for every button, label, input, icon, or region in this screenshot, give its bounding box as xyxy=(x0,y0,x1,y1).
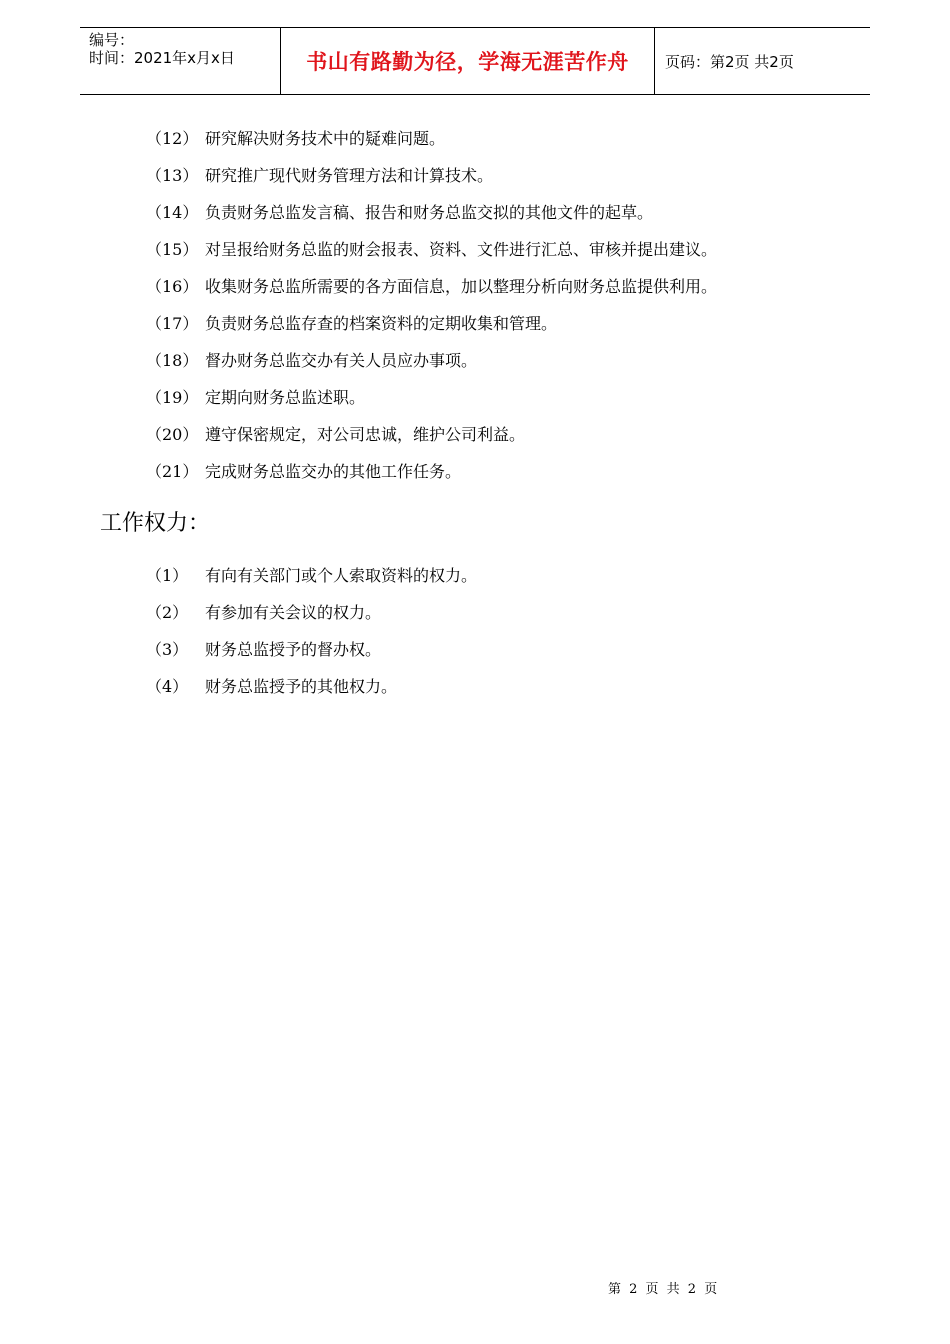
item-text: 有向有关部门或个人索取资料的权力。 xyxy=(205,566,478,585)
item-text: 收集财务总监所需要的各方面信息，加以整理分析向财务总监提供利用。 xyxy=(205,277,718,296)
item-number: （3） xyxy=(146,640,189,659)
item-number: （4） xyxy=(146,677,189,696)
list-item xyxy=(146,268,717,305)
list-item xyxy=(146,668,477,705)
document-date: 时间：2021年x月x日 xyxy=(89,49,235,67)
item-text: 研究推广现代财务管理方法和计算技术。 xyxy=(205,166,494,185)
page-footer: 第 2 页 共 2 页 xyxy=(608,1282,718,1297)
duties-list xyxy=(146,120,717,490)
item-number: （1） xyxy=(146,566,189,585)
item-number: （13） xyxy=(146,166,199,185)
item-text: 负责财务总监存查的档案资料的定期收集和管理。 xyxy=(205,314,558,333)
list-item xyxy=(146,453,717,490)
item-text: 负责财务总监发言稿、报告和财务总监交拟的其他文件的起草。 xyxy=(205,203,654,222)
item-text: 遵守保密规定，对公司忠诚，维护公司利益。 xyxy=(205,425,526,444)
section-title-powers: 工作权力： xyxy=(100,511,211,536)
list-item xyxy=(146,120,717,157)
list-item xyxy=(146,231,717,268)
item-text: 督办财务总监交办有关人员应办事项。 xyxy=(205,351,478,370)
item-number: （21） xyxy=(146,462,199,481)
item-text: 财务总监授予的督办权。 xyxy=(205,640,382,659)
item-number: （2） xyxy=(146,603,189,622)
list-item xyxy=(146,379,717,416)
item-text: 定期向财务总监述职。 xyxy=(205,388,366,407)
list-item xyxy=(146,631,477,668)
list-item xyxy=(146,557,477,594)
item-number: （16） xyxy=(146,277,199,296)
item-text: 财务总监授予的其他权力。 xyxy=(205,677,398,696)
item-text: 完成财务总监交办的其他工作任务。 xyxy=(205,462,462,481)
item-text: 对呈报给财务总监的财会报表、资料、文件进行汇总、审核并提出建议。 xyxy=(205,240,718,259)
list-item xyxy=(146,305,717,342)
item-text: 有参加有关会议的权力。 xyxy=(205,603,382,622)
powers-list xyxy=(146,557,477,705)
item-number: （15） xyxy=(146,240,199,259)
list-item xyxy=(146,157,717,194)
item-number: （17） xyxy=(146,314,199,333)
list-item xyxy=(146,594,477,631)
item-number: （20） xyxy=(146,425,199,444)
item-number: （18） xyxy=(146,351,199,370)
document-number-label: 编号： xyxy=(89,31,135,49)
list-item xyxy=(146,342,717,379)
item-text: 研究解决财务技术中的疑难问题。 xyxy=(205,129,446,148)
item-number: （19） xyxy=(146,388,199,407)
header-meta xyxy=(80,28,281,94)
list-item xyxy=(146,416,717,453)
header-page-info: 页码：第2页 共2页 xyxy=(665,52,794,71)
list-item xyxy=(146,194,717,231)
page-header xyxy=(80,27,870,95)
item-number: （12） xyxy=(146,129,199,148)
header-motto: 书山有路勤为径，学海无涯苦作舟 xyxy=(281,28,655,94)
item-number: （14） xyxy=(146,203,199,222)
